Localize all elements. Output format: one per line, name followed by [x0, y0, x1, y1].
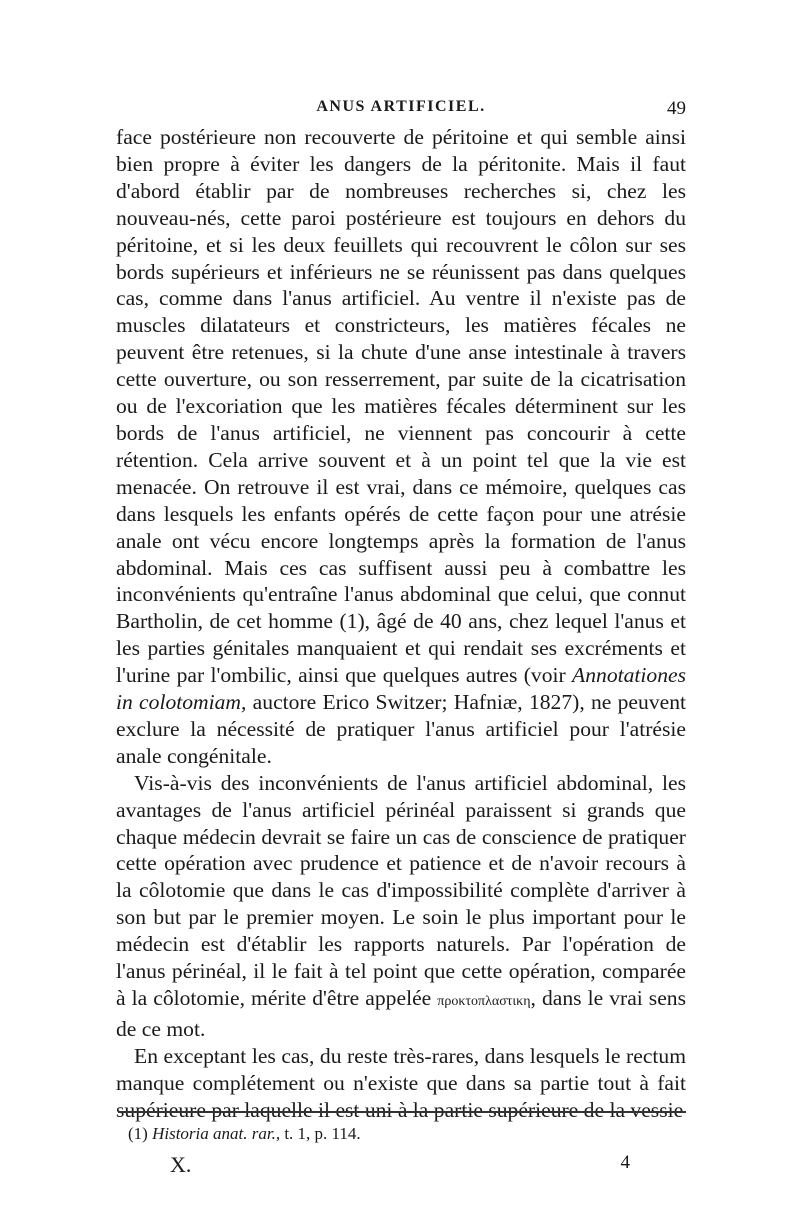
- paragraph-1: [116, 124, 686, 770]
- paragraph-2-tail: , dans le vrai sens de ce mot.: [116, 986, 686, 1041]
- paragraph-2: [116, 770, 686, 1043]
- footnote-source: Historia anat. rar.,: [152, 1124, 281, 1143]
- page-number: 49: [667, 98, 686, 119]
- greek-term: προκτοπλαστικη: [437, 994, 531, 1009]
- page-header: [116, 98, 686, 122]
- footnote-divider: [118, 1111, 686, 1113]
- footnote-marker: (1): [128, 1124, 153, 1143]
- body-text: [116, 124, 686, 1124]
- sheet-number: 4: [620, 1152, 630, 1173]
- footnote: [128, 1124, 678, 1144]
- paragraph-1-tail: auctore Erico Switzer; Hafniæ, 1827), ne peuvent exclure la nécessité de pratiquer l'anus artificiel pour l'atrésie anale congénitale.: [116, 690, 686, 768]
- signature-line: [170, 1152, 630, 1182]
- volume-mark: X.: [170, 1152, 192, 1177]
- paragraph-2-text: Vis-à-vis des inconvénients de l'anus artificiel abdominal, les avantages de l'anus artificiel périnéal paraissent si grands que chaque médecin devrait se faire un cas de conscience de pratiquer cette opération avec prudence et patience et de n'avoir recours à la côlotomie que dans le cas d'impossibilité complète d'arriver à son but par le premier moyen. Le soin le plus important pour le médecin est d'établir les rapports naturels. Par l'opération de l'anus périnéal, il le fait à tel point que cette opération, comparée à la côlotomie, mérite d'être appelée: [116, 770, 686, 1010]
- footnote-reference: t. 1, p. 114.: [280, 1124, 361, 1143]
- running-title: ANUS ARTIFICIEL.: [316, 98, 486, 115]
- paragraph-1-text: face postérieure non recouverte de péritoine et qui semble ainsi bien propre à éviter les dangers de la péritonite. Mais il faut d'abord établir par de nombreuses recherches si, chez les nouveau-nés, cette paroi postérieure est toujours en dehors du péritoine, et si les deux feuillets qui recouvrent le côlon sur ses bords supérieurs et inférieurs ne se réunissent pas dans quelques cas, comme dans l'anus artificiel. Au ventre il n'existe pas de muscles dilatateurs et constricteurs, les matières fécales ne peuvent être retenues, si la chute d'une anse intestinale à travers cette ouverture, ou son resserrement, par suite de la cicatrisation ou de l'excoriation que les matières fécales déterminent sur les bords de l'anus artificiel, ne viennent pas concourir à cette rétention. Cela arrive souvent et à un point tel que la vie est menacée. On retrouve il est vrai, dans ce mémoire, quelques cas dans lesquels les enfants opérés de cette façon pour une atrésie anale ont vécu encore longtemps après la formation de l'anus abdominal. Mais ces cas suffisent aussi peu à combattre les inconvénients qu'entraîne l'anus abdominal que celui, que connut Bartholin, de cet homme (1), âgé de 40 ans, chez lequel l'anus et les parties génitales manquaient et qui rendait ses excréments et l'urine par l'ombilic, ainsi que quelques autres (voir: [116, 125, 686, 688]
- paragraph-1-italic-title: Annotationes in colotomiam,: [116, 663, 686, 715]
- paragraph-3-text: En exceptant les cas, du reste très-rares, dans lesquels le rectum manque complétement ou n'existe que dans sa partie tout à fait supérieure par laquelle il est uni à la partie supérieure de la vessie: [116, 1043, 686, 1122]
